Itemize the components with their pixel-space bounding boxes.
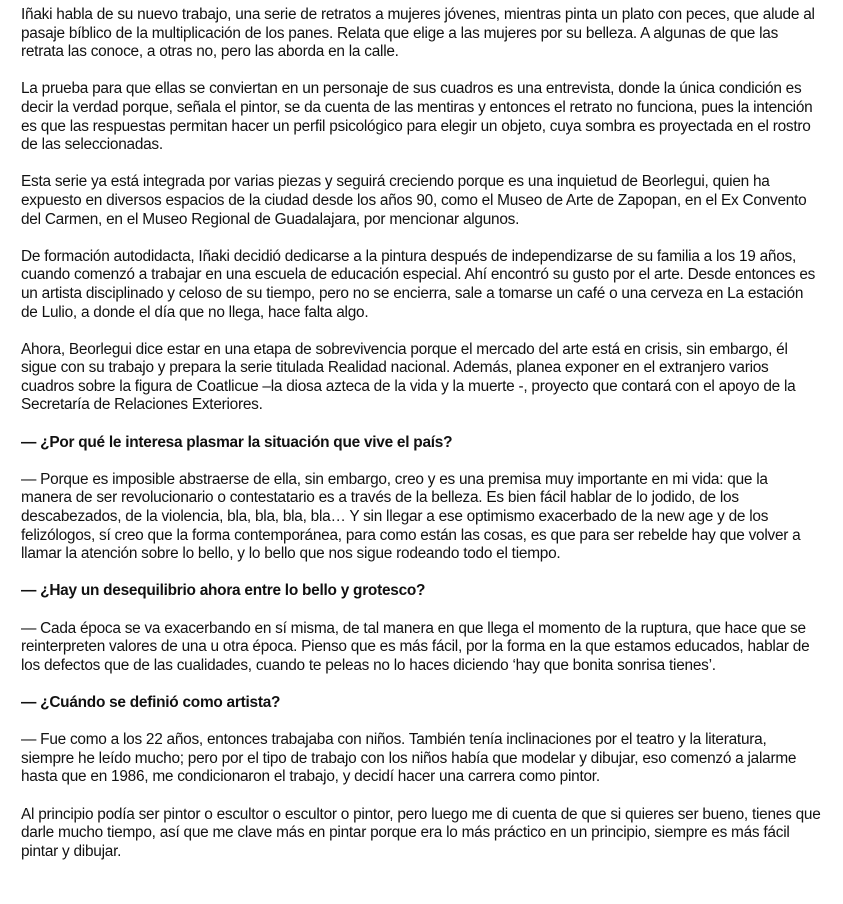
interview-question: — ¿Cuándo se definió como artista?: [21, 693, 281, 711]
paragraph-intro: Iñaki habla de su nuevo trabajo, una serie de retratos a mujeres jóvenes, mientras pinta un plato con peces, que alude al pasaje bíblico de la multiplicación de los panes. Relata que elige a las mujeres por su belleza. A algunas de que las retrata las conoce, a otras no, pero las aborda en la calle.: [21, 6, 815, 61]
interview-answer: — Cada época se va exacerbando en sí misma, de tal manera en que llega el momento de la ruptura, que hace que se reinterpreten valores de una u otra época. Pienso que es más fácil, por la forma en la que estamos educados, hablar de los defectos que de las cualidades, cuando te peleas no lo haces diciendo ‘hay que bonita sonrisa tienes’.: [21, 619, 810, 674]
paragraph-current-projects: Ahora, Beorlegui dice estar en una etapa de sobrevivencia porque el mercado del arte está en crisis, sin embargo, él sigue con su trabajo y prepara la serie titulada Realidad nacional. Además, planea exponer en el extranjero varios cuadros sobre la figura de Coatlicue –la diosa azteca de la vida y la muerte -, proyecto que contará con el apoyo de la Secretaría de Relaciones Exteriores.: [21, 340, 796, 414]
interview-answer: — Fue como a los 22 años, entonces trabajaba con niños. También tenía inclinaciones por el teatro y la literatura, siempre he leído mucho; pero por el tipo de trabajo con los niños había que modelar y dibujar, eso comenzó a jalarme hasta que en 1986, me condicionaron el trabajo, y decidí hacer una carrera como pintor.: [21, 731, 797, 786]
paragraph-background: De formación autodidacta, Iñaki decidió dedicarse a la pintura después de independizarse de su familia a los 19 años, cuando comenzó a trabajar en una escuela de educación especial. Ahí encontró su gusto por el arte. Desde entonces es un artista disciplinado y celoso de su tiempo, pero no se encierra, sale a tomarse un café o una cerveza en La estación de Lulio, a donde el día que no llega, hace falta algo.: [21, 247, 816, 321]
interview-question: — ¿Hay un desequilibrio ahora entre lo bello y grotesco?: [21, 582, 426, 600]
interview-question: — ¿Por qué le interesa plasmar la situación que vive el país?: [21, 433, 453, 451]
interview-answer-continued: Al principio podía ser pintor o escultor o escultor o pintor, pero luego me di cuenta de que si quieres ser bueno, tienes que darle mucho tiempo, así que me clave más en pintar porque era lo más práctico en un principio, siempre es más fácil pintar y dibujar.: [21, 805, 821, 860]
interview-answer: — Porque es imposible abstraerse de ella, sin embargo, creo y es una premisa muy importante en mi vida: que la manera de ser revolucionario o contestatario es a través de la belleza. Es bien fácil hablar de lo jodido, de los descabezados, de la violencia, bla, bla, bla, bla… Y sin llegar a ese optimismo exacerbado de la new age y de los felizólogos, sí creo que la forma contemporánea, para como están las cosas, es que para ser rebelde hay que volver a llamar la atención sobre lo bello, y lo bello que nos sigue rodeando todo el tiempo.: [21, 470, 801, 563]
paragraph-interview-process: La prueba para que ellas se conviertan en un personaje de sus cuadros es una entrevista, donde la única condición es decir la verdad porque, señala el pintor, se da cuenta de las mentiras y entonces el retrato no funciona, pues la intención es que las respuestas permitan hacer un perfil psicológico para elegir un objeto, cuya sombra es proyectada en el rostro de las seleccionadas.: [21, 80, 813, 154]
paragraph-series-exhibitions: Esta serie ya está integrada por varias piezas y seguirá creciendo porque es una inquietud de Beorlegui, quien ha expuesto en diversos espacios de la ciudad desde los años 90, como el Museo de Arte de Zapopan, en el Ex Convento del Carmen, en el Museo Regional de Guadalajara, por mencionar algunos.: [21, 173, 807, 228]
